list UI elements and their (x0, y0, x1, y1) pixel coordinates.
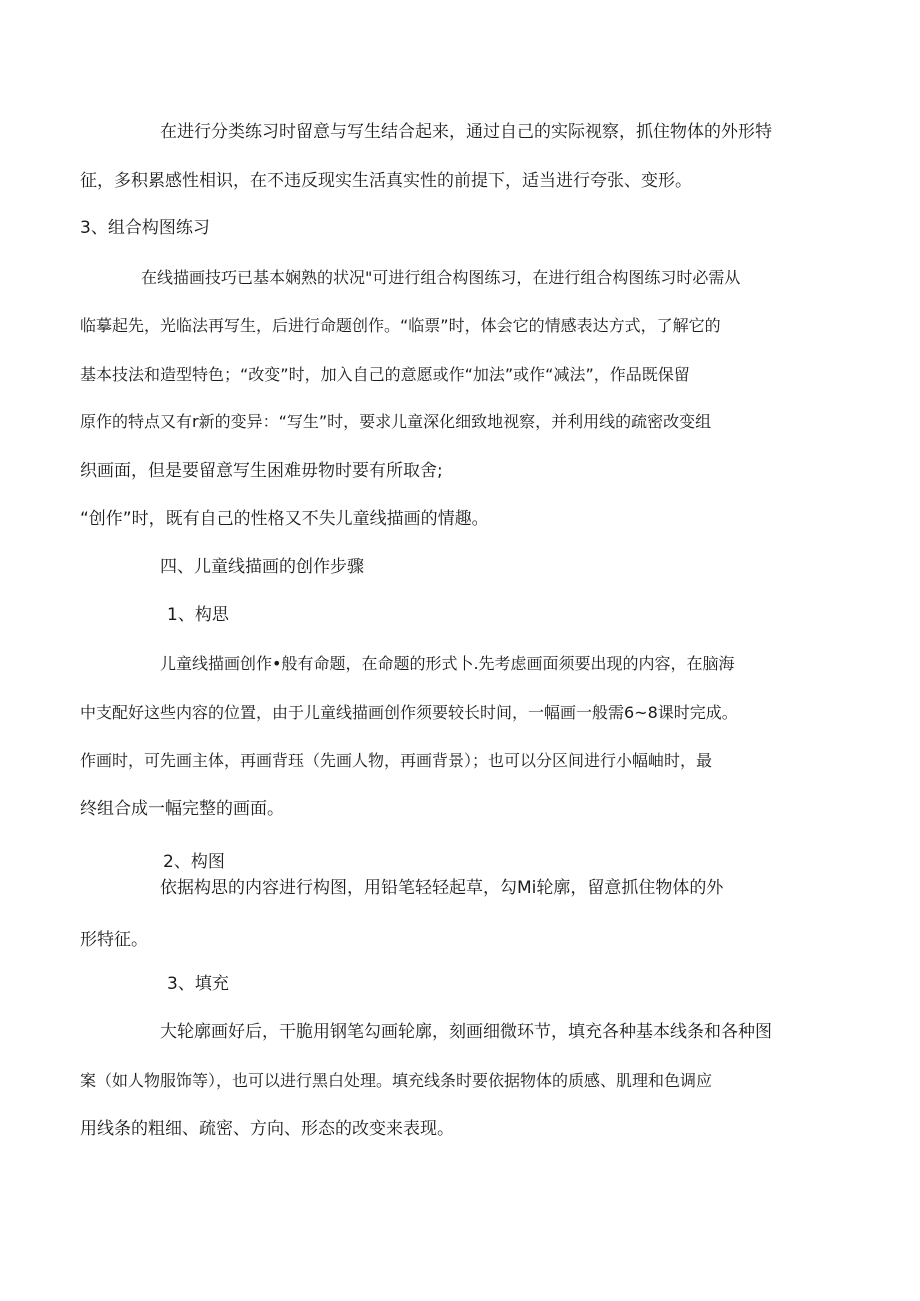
paragraph-line: 形特征。 (80, 930, 148, 950)
paragraph-line: 用线条的粗细、疏密、方向、形态的改变来表现。 (80, 1119, 454, 1139)
paragraph-line: 作画时，可先画主体，再画背珏（先画人物，再画背景）；也可以分区间进行小幅岫时，最 (80, 751, 713, 770)
paragraph-line: 中支配好这些内容的位置，由于儿童线描画创作须要较长时间，一幅画一般需6~8课时完成。 (80, 703, 738, 722)
paragraph-line: 案（如人物服饰等），也可以进行黑白处理。填充线条时要依据物体的质感、肌理和色调应 (80, 1071, 713, 1090)
paragraph-line: 织画面，但是要留意写生困难毋物时要有所取舍; (80, 461, 443, 481)
paragraph-line: 基本技法和造型特色；“改变”时，加入自己的意愿或作“加法”或作“减法”，作品既保留 (80, 365, 690, 384)
paragraph-line: 依据构思的内容进行构图，用铅笔轻轻起草，勾Mi轮廓，留意抓住物体的外 (160, 878, 724, 898)
subsection-heading: 3、填充 (167, 974, 229, 994)
paragraph-line: 原作的特点又有r新的变异：“写生”时，要求儿童深化细致地视察，并利用线的疏密改变组 (80, 412, 712, 431)
paragraph-line: 终组合成一幅完整的画面。 (80, 799, 284, 819)
paragraph-line: 在线描画技巧已基本娴熟的状况"可进行组合构图练习，在进行组合构图练习时必需从 (141, 268, 741, 287)
section-heading: 四、儿童线描画的创作步骤 (160, 557, 364, 577)
paragraph-line: “创作”时，既有自己的性格又不失儿童线描画的情趣。 (80, 509, 489, 529)
paragraph-line: 征，多积累感性相识，在不违反现实生活真实性的前提下，适当进行夸张、变形。 (80, 171, 692, 191)
section-heading: 3、组合构图练习 (80, 218, 210, 238)
subsection-heading: 2、构图 (163, 852, 225, 872)
subsection-heading: 1、构思 (167, 605, 229, 625)
paragraph-line: 儿童线描画创作•般有命题，在命题的形式卜.先考虑画面须要出现的内容，在脑海 (160, 654, 735, 673)
paragraph-line: 大轮廓画好后，干脆用钢笔勾画轮廓，刻画细微环节，填充各种基本线条和各种图 (160, 1022, 772, 1042)
paragraph-line: 临摹起先，光临法再写生，后进行命题创作。“临票”时，体会它的情感表达方式，了解它的 (80, 316, 721, 335)
paragraph-line: 在进行分类练习时留意与写生结合起来，通过自己的实际视察，抓住物体的外形特 (160, 122, 772, 142)
